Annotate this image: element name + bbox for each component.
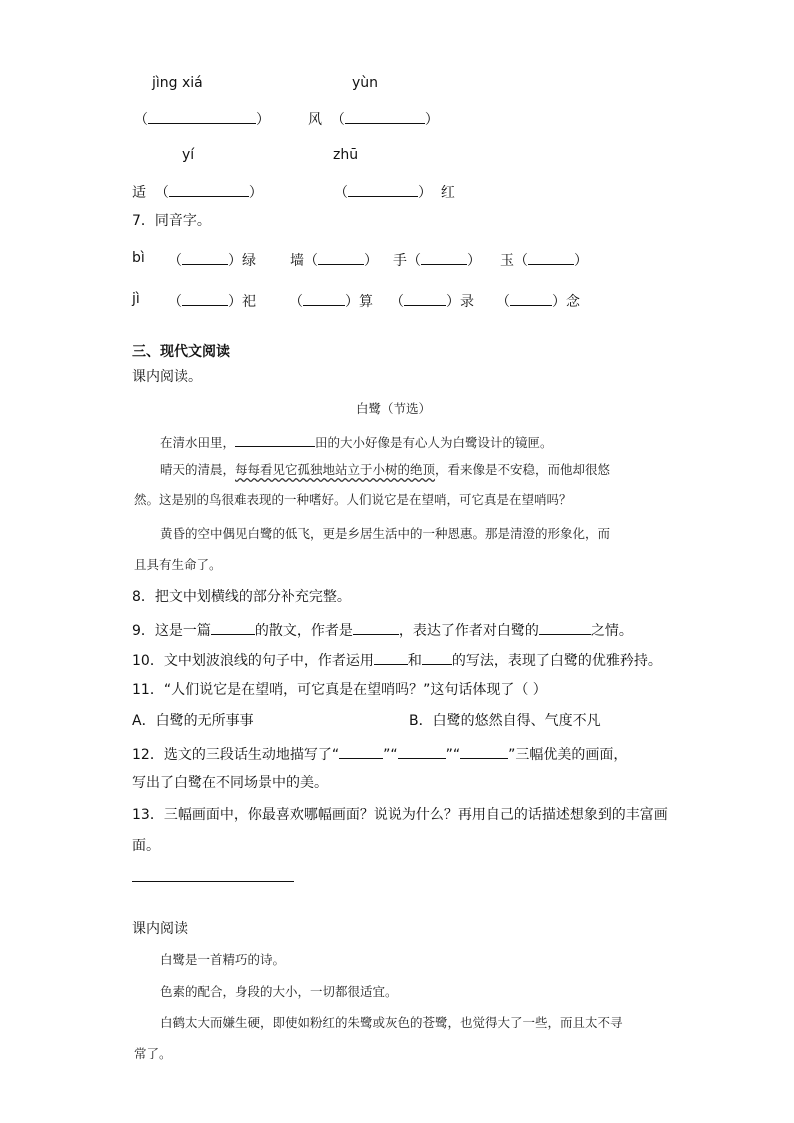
q7-bi-item4: 玉（ ） <box>500 253 588 269</box>
answer-blank[interactable] <box>398 745 446 759</box>
q7-ji-pinyin: jì <box>132 291 140 307</box>
reading2-line2: 色素的配合，身段的大小，一切都很适宜。 <box>160 984 398 999</box>
q7-bi-pinyin: bì <box>132 250 145 266</box>
answer-blank[interactable] <box>318 251 364 265</box>
answer-blank[interactable] <box>510 292 552 306</box>
answer-blank[interactable] <box>345 110 425 124</box>
q7-ji-item2: （ ）算 <box>289 294 373 310</box>
section-intro: 课内阅读。 <box>132 369 202 385</box>
q7-title: 7．同音字。 <box>132 213 211 229</box>
answer-blank[interactable] <box>539 621 591 635</box>
reading2-intro: 课内阅读 <box>132 921 188 937</box>
reading2-line1: 白鹭是一首精巧的诗。 <box>160 952 286 967</box>
q11-option-b[interactable]: B．白鹭的悠然自得、气度不凡 <box>409 713 601 729</box>
passage-p3-line1: 黄昏的空中偶见白鹭的低飞，更是乡居生活中的一种恩惠。那是清澄的形象化，而 <box>160 526 611 541</box>
answer-blank[interactable] <box>169 183 249 197</box>
answer-blank[interactable] <box>353 621 399 635</box>
q13-line1: 13．三幅画面中，你最喜欢哪幅画面？说说为什么？再用自己的话描述想象到的丰富画 <box>132 807 668 823</box>
q7-bi-item2: 墙（ ） <box>290 253 378 269</box>
answer-blank[interactable] <box>235 433 315 447</box>
pinyin-yun: yùn <box>352 75 379 91</box>
paren-close: ） <box>424 112 439 128</box>
answer-blank[interactable] <box>528 251 574 265</box>
paren-open: （ <box>330 112 345 128</box>
q10: 10．文中划波浪线的句子中，作者运用 和 的写法，表现了白鹭的优雅矜持。 <box>132 653 662 669</box>
q7-bi-item1: （ ）绿 <box>168 253 256 269</box>
q9: 9．这是一篇 的散文，作者是 ，表达了作者对白鹭的 之情。 <box>132 623 633 639</box>
q7-ji-item3: （ ）录 <box>390 294 474 310</box>
q12-line2: 写出了白鹭在不同场景中的美。 <box>132 775 328 791</box>
q11: 11．“人们说它是在望哨，可它真是在望哨吗？”这句话体现了（ ） <box>132 682 547 698</box>
answer-blank[interactable] <box>339 745 383 759</box>
answer-line[interactable] <box>132 881 294 882</box>
passage-p2-line1: 晴天的清晨，每每看见它孤独地站立于小树的绝顶，看来像是不安稳，而他却很悠 <box>160 462 611 477</box>
paren-open: （ <box>154 185 169 201</box>
q13-line2: 面。 <box>132 838 160 854</box>
pinyin-yi: yí <box>182 147 195 163</box>
q12-line1: 12．选文的三段话生动地描写了“ ”“ ”“ ”三幅优美的画面， <box>132 747 628 763</box>
paren-open: （ <box>134 112 148 128</box>
q7-ji-item1: （ ）祀 <box>168 294 256 310</box>
char-shi: 适 <box>132 185 146 201</box>
paren-close: ） <box>248 185 263 201</box>
answer-blank[interactable] <box>148 110 256 124</box>
q8: 8．把文中划横线的部分补充完整。 <box>132 589 351 605</box>
answer-blank[interactable] <box>422 651 452 665</box>
word-blank-row1 <box>134 110 270 127</box>
q11-option-a[interactable]: A．白鹭的无所事事 <box>132 713 254 729</box>
wavy-sentence: 每每看见它孤独地站立于小树的绝顶 <box>235 462 436 477</box>
q7-ji-item4: （ ）念 <box>496 294 580 310</box>
answer-blank[interactable] <box>374 651 408 665</box>
pinyin-jingxia: jìng xiá <box>152 75 203 91</box>
answer-blank[interactable] <box>211 621 255 635</box>
answer-blank[interactable] <box>460 745 508 759</box>
answer-blank[interactable] <box>404 292 446 306</box>
word-shi-row <box>132 183 263 200</box>
section-title: 三、现代文阅读 <box>132 344 230 360</box>
q7-bi-item3: 手（ ） <box>393 253 481 269</box>
passage-p3-line2: 且具有生命了。 <box>134 557 222 572</box>
paren-close: ） <box>418 185 432 201</box>
answer-blank[interactable] <box>348 183 418 197</box>
answer-blank[interactable] <box>303 292 345 306</box>
passage-p2-line2: 然。这是别的鸟很难表现的一种嗜好。人们说它是在望哨，可它真是在望哨吗？ <box>134 492 572 507</box>
paren-open: （ <box>334 185 348 201</box>
paren-close: ） <box>256 112 270 128</box>
word-hong-row <box>334 183 455 200</box>
answer-blank[interactable] <box>182 251 228 265</box>
answer-blank[interactable] <box>182 292 228 306</box>
passage-title: 白鹭（节选） <box>356 401 432 416</box>
word-feng-row <box>308 110 439 127</box>
pinyin-zhu: zhū <box>333 147 359 163</box>
char-hong: 红 <box>440 185 455 201</box>
reading2-line4: 常了。 <box>134 1046 172 1061</box>
char-feng: 风 <box>308 112 322 128</box>
answer-blank[interactable] <box>421 251 467 265</box>
passage-p1: 在清水田里， 田的大小好像是有心人为白鹭设计的镜匣。 <box>160 435 553 450</box>
reading2-line3: 白鹤太大而嫌生硬，即使如粉红的朱鹭或灰色的苍鹭，也觉得大了一些，而且太不寻 <box>160 1015 623 1030</box>
